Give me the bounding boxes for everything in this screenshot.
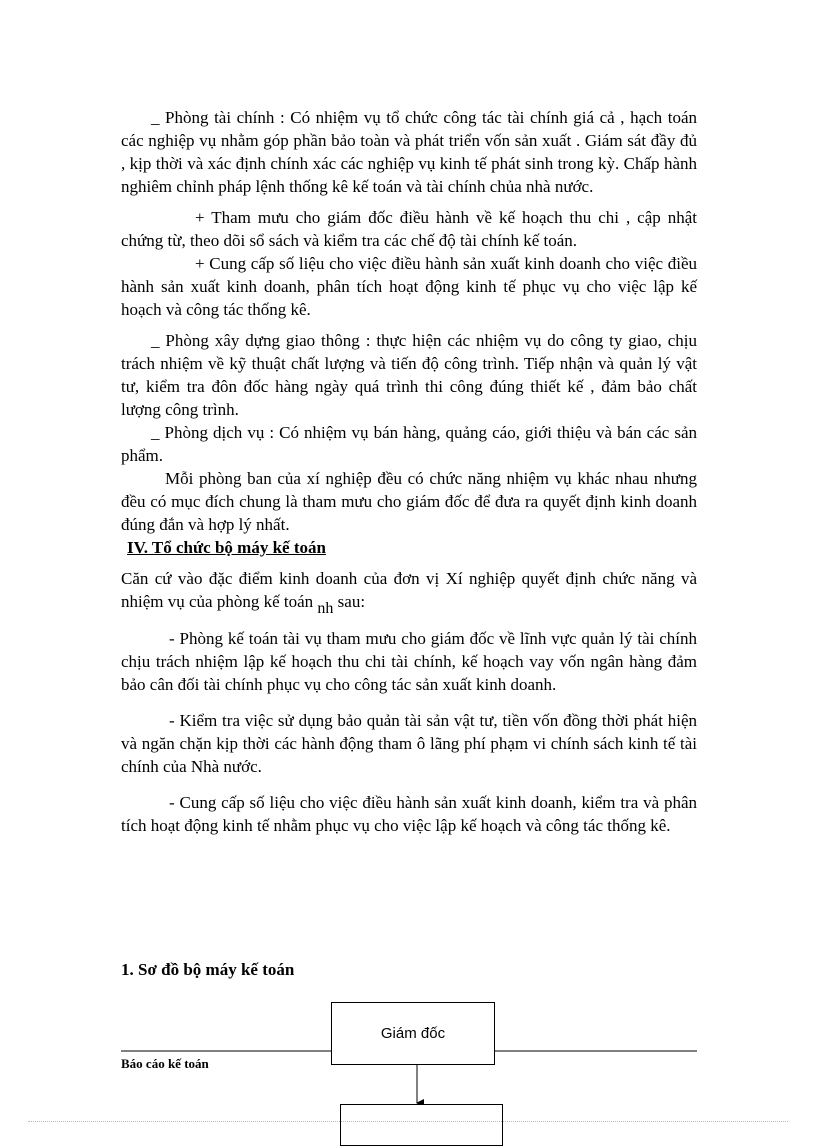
accounting-box: [340, 1104, 503, 1146]
section-heading: IV. Tổ chức bộ máy kế toán: [127, 538, 326, 557]
paragraph-accounting-supply: - Cung cấp số liệu cho việc điều hành sản xuất kinh doanh, kiểm tra và phân tích hoạt động kinh tế nhằm phục vụ cho việc lập kế hoạch và công tác thống kê.: [121, 793, 697, 835]
paragraph-finance-dept: _ Phòng tài chính : Có nhiệm vụ tổ chức công tác tài chính giá cả , hạch toán các nghiệp vụ nhằm góp phần bảo toàn và phát triển vốn sản xuất . Giám sát đầy đủ , kịp thời và xác định chính xác các nghiệp vụ kinh tế phát sinh trong kỳ. Chấp hành nghiêm chỉnh pháp lệnh thống kê kế toán và tài chính chủa nhà nước.: [121, 108, 697, 196]
accounting-basis-end: sau:: [337, 592, 366, 611]
paragraph-service-dept: _ Phòng dịch vụ : Có nhiệm vụ bán hàng, quảng cáo, giới thiệu và bán các sản phẩm.: [121, 423, 697, 465]
accounting-basis-fragment: nh: [317, 600, 334, 617]
paragraph-finance-supply: + Cung cấp số liệu cho việc điều hành sản xuất kinh doanh cho việc điều hành sản xuất kinh doanh, phân tích hoạt động kinh tế phục vụ cho việc lập kế hoạch và công tác thống kê.: [121, 254, 697, 319]
report-label: Báo cáo kế toán: [121, 1056, 209, 1071]
director-box-label: Giám đốc: [380, 1025, 446, 1042]
diagram-title: 1. Sơ đồ bộ máy kế toán: [121, 960, 295, 979]
accounting-basis-text: Căn cứ vào đặc điểm kinh doanh của đơn vị Xí nghiệp quyết định chức năng và nhiệm vụ của phòng kế toán: [121, 569, 697, 611]
page-bottom-edge: [28, 1121, 788, 1122]
paragraph-accounting-inspect: - Kiểm tra việc sử dụng bảo quản tài sản vật tư, tiền vốn đồng thời phát hiện và ngăn chặn kịp thời các hành động tham ô lãng phí phạm vi chính sách kinh tế tài chính của Nhà nước.: [121, 711, 697, 776]
paragraph-finance-advise: + Tham mưu cho giám đốc điều hành về kế hoạch thu chi , cập nhật chứng từ, theo dõi sổ sách và kiểm tra các chế độ tài chính kế toán.: [121, 208, 697, 250]
paragraph-departments-summary: Mỗi phòng ban của xí nghiệp đều có chức năng nhiệm vụ khác nhau nhưng đều có mục đích chung là tham mưu cho giám đốc để đưa ra quyết định kinh doanh đúng đắn và hợp lý nhất.: [121, 469, 697, 534]
paragraph-construction-dept: _ Phòng xây dựng giao thông : thực hiện các nhiệm vụ do công ty giao, chịu trách nhiệm về kỹ thuật chất lượng và tiến độ công trình. Tiếp nhận và quản lý vật tư, kiểm tra đôn đốc hàng ngày quá trình thi công đúng thiết kế , đảm bảo chất lượng công trình.: [121, 331, 697, 419]
director-box: [331, 1002, 495, 1065]
paragraph-accounting-advise: - Phòng kế toán tài vụ tham mưu cho giám đốc về lĩnh vực quản lý tài chính chịu trách nhiệm lập kế hoạch thu chi tài chính, kế hoạch vay vốn ngân hàng đảm bảo cân đối tài chính phục vụ cho công tác sản xuất kinh doanh.: [121, 629, 697, 694]
